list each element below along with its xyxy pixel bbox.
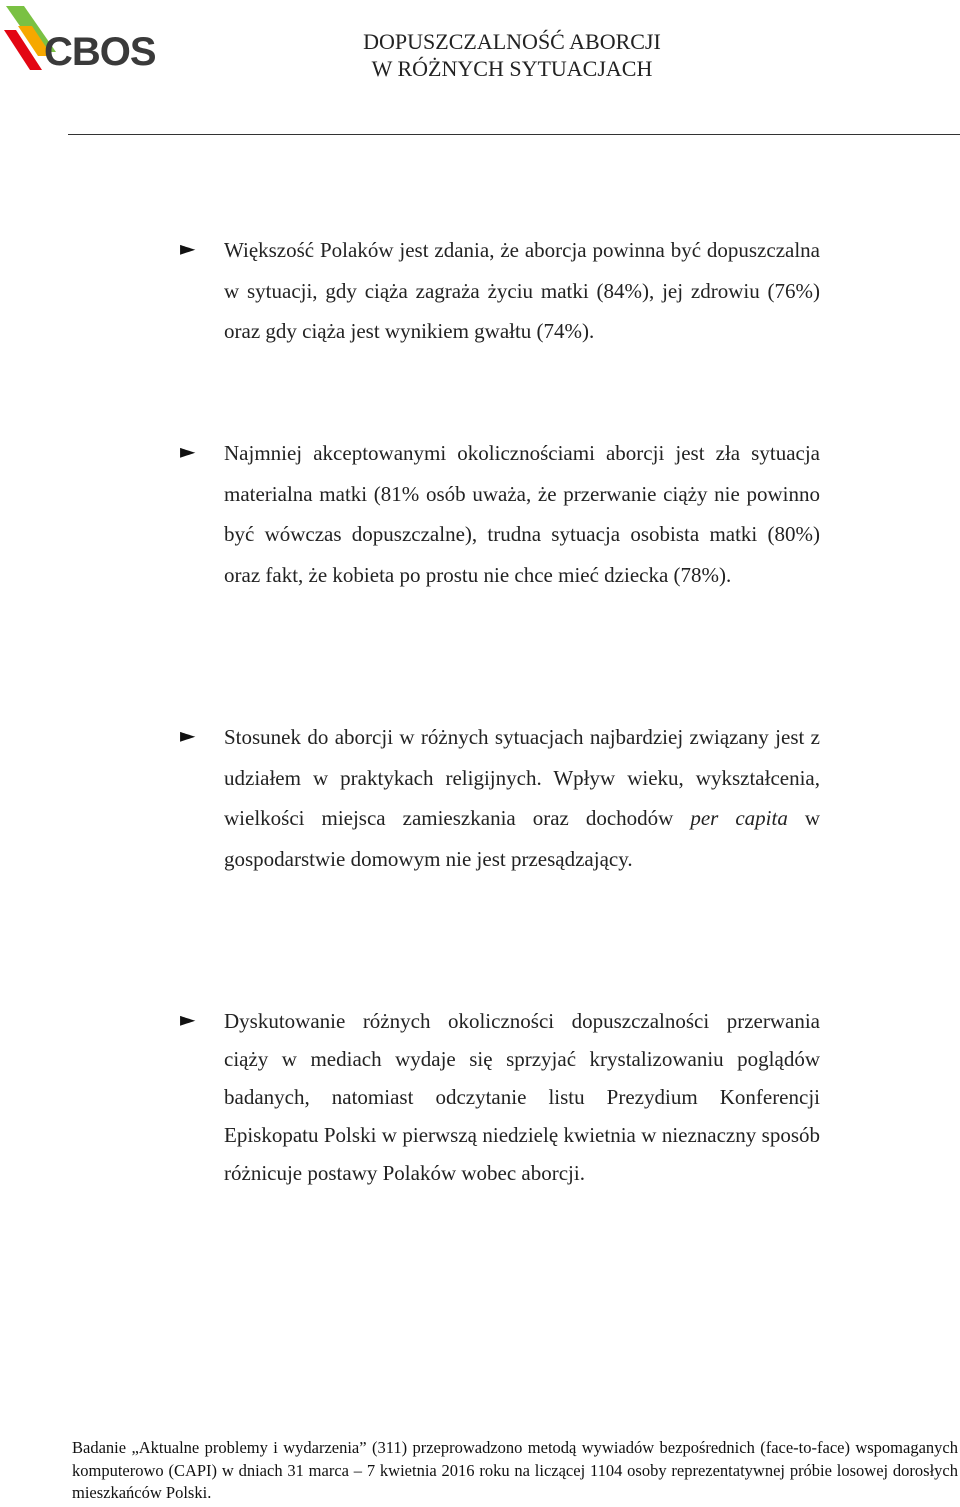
logo-text: CBOS [44, 30, 156, 74]
bullet-text: Większość Polaków jest zdania, że aborcja powinna być dopuszczalna w sytuacji, gdy ciąża zagraża życiu matki (84%), jej zdrowiu (76%) oraz gdy ciąża jest wynikiem gwałtu (74%). [224, 238, 820, 343]
header-title-line-2: W RÓŻNYCH SYTUACJACH [371, 56, 653, 81]
header-divider [68, 134, 960, 135]
bullet-text: Najmniej akceptowanymi okolicznościami aborcji jest zła sytuacja materialna matki (81% osób uważa, że przerwanie ciąży nie powinno być wówczas dopuszczalne), trudna sytuacja osobista matki (80%) oraz fakt, że kobieta po prostu nie chce mieć dziecka (78%). [224, 441, 820, 587]
bullet-text [224, 717, 820, 879]
bullet-text-italic: per capita [690, 806, 788, 830]
methodology-footnote: Badanie „Aktualne problemy i wydarzenia” (311) przeprowadzono metodą wywiadów bezpośrednich (face-to-face) wspomaganych komputerowo (CAPI) w dniach 31 marca – 7 kwietnia 2016 roku na liczącej 1104 osoby reprezentatywnej próbie losowej dorosłych mieszkańców Polski. [72, 1438, 958, 1502]
bullet-arrow-icon: ► [180, 236, 196, 260]
page-header-title [300, 28, 724, 82]
bullet-text-part: Stosunek do aborcji w różnych sytuacjach najbardziej związany jest z udziałem w praktykach religijnych. Wpływ wieku, wykształcenia, wielkości miejsca zamieszkania oraz dochodów [224, 725, 820, 830]
bullet-item-2 [180, 433, 820, 595]
bullet-item-3 [180, 717, 820, 879]
cbos-logo [2, 0, 156, 76]
header-title-line-1: DOPUSZCZALNOŚĆ ABORCJI [363, 29, 661, 54]
bullet-arrow-icon: ► [180, 723, 196, 747]
bullet-text: Dyskutowanie różnych okoliczności dopuszczalności przerwania ciąży w mediach wydaje się sprzyjać krystalizowaniu poglądów badanych, natomiast odczytanie listu Prezydium Konferencji Episkopatu Polski w pierwszą niedzielę kwietnia w nieznaczny sposób różnicuje postawy Polaków wobec aborcji. [224, 1009, 820, 1185]
bullet-item-1 [180, 230, 820, 352]
bullet-arrow-icon: ► [180, 1007, 196, 1031]
bullet-item-4 [180, 1002, 820, 1192]
bullet-arrow-icon: ► [180, 439, 196, 463]
bullet-text-part: w gospodarstwie domowym nie jest przesądzający. [224, 806, 820, 871]
